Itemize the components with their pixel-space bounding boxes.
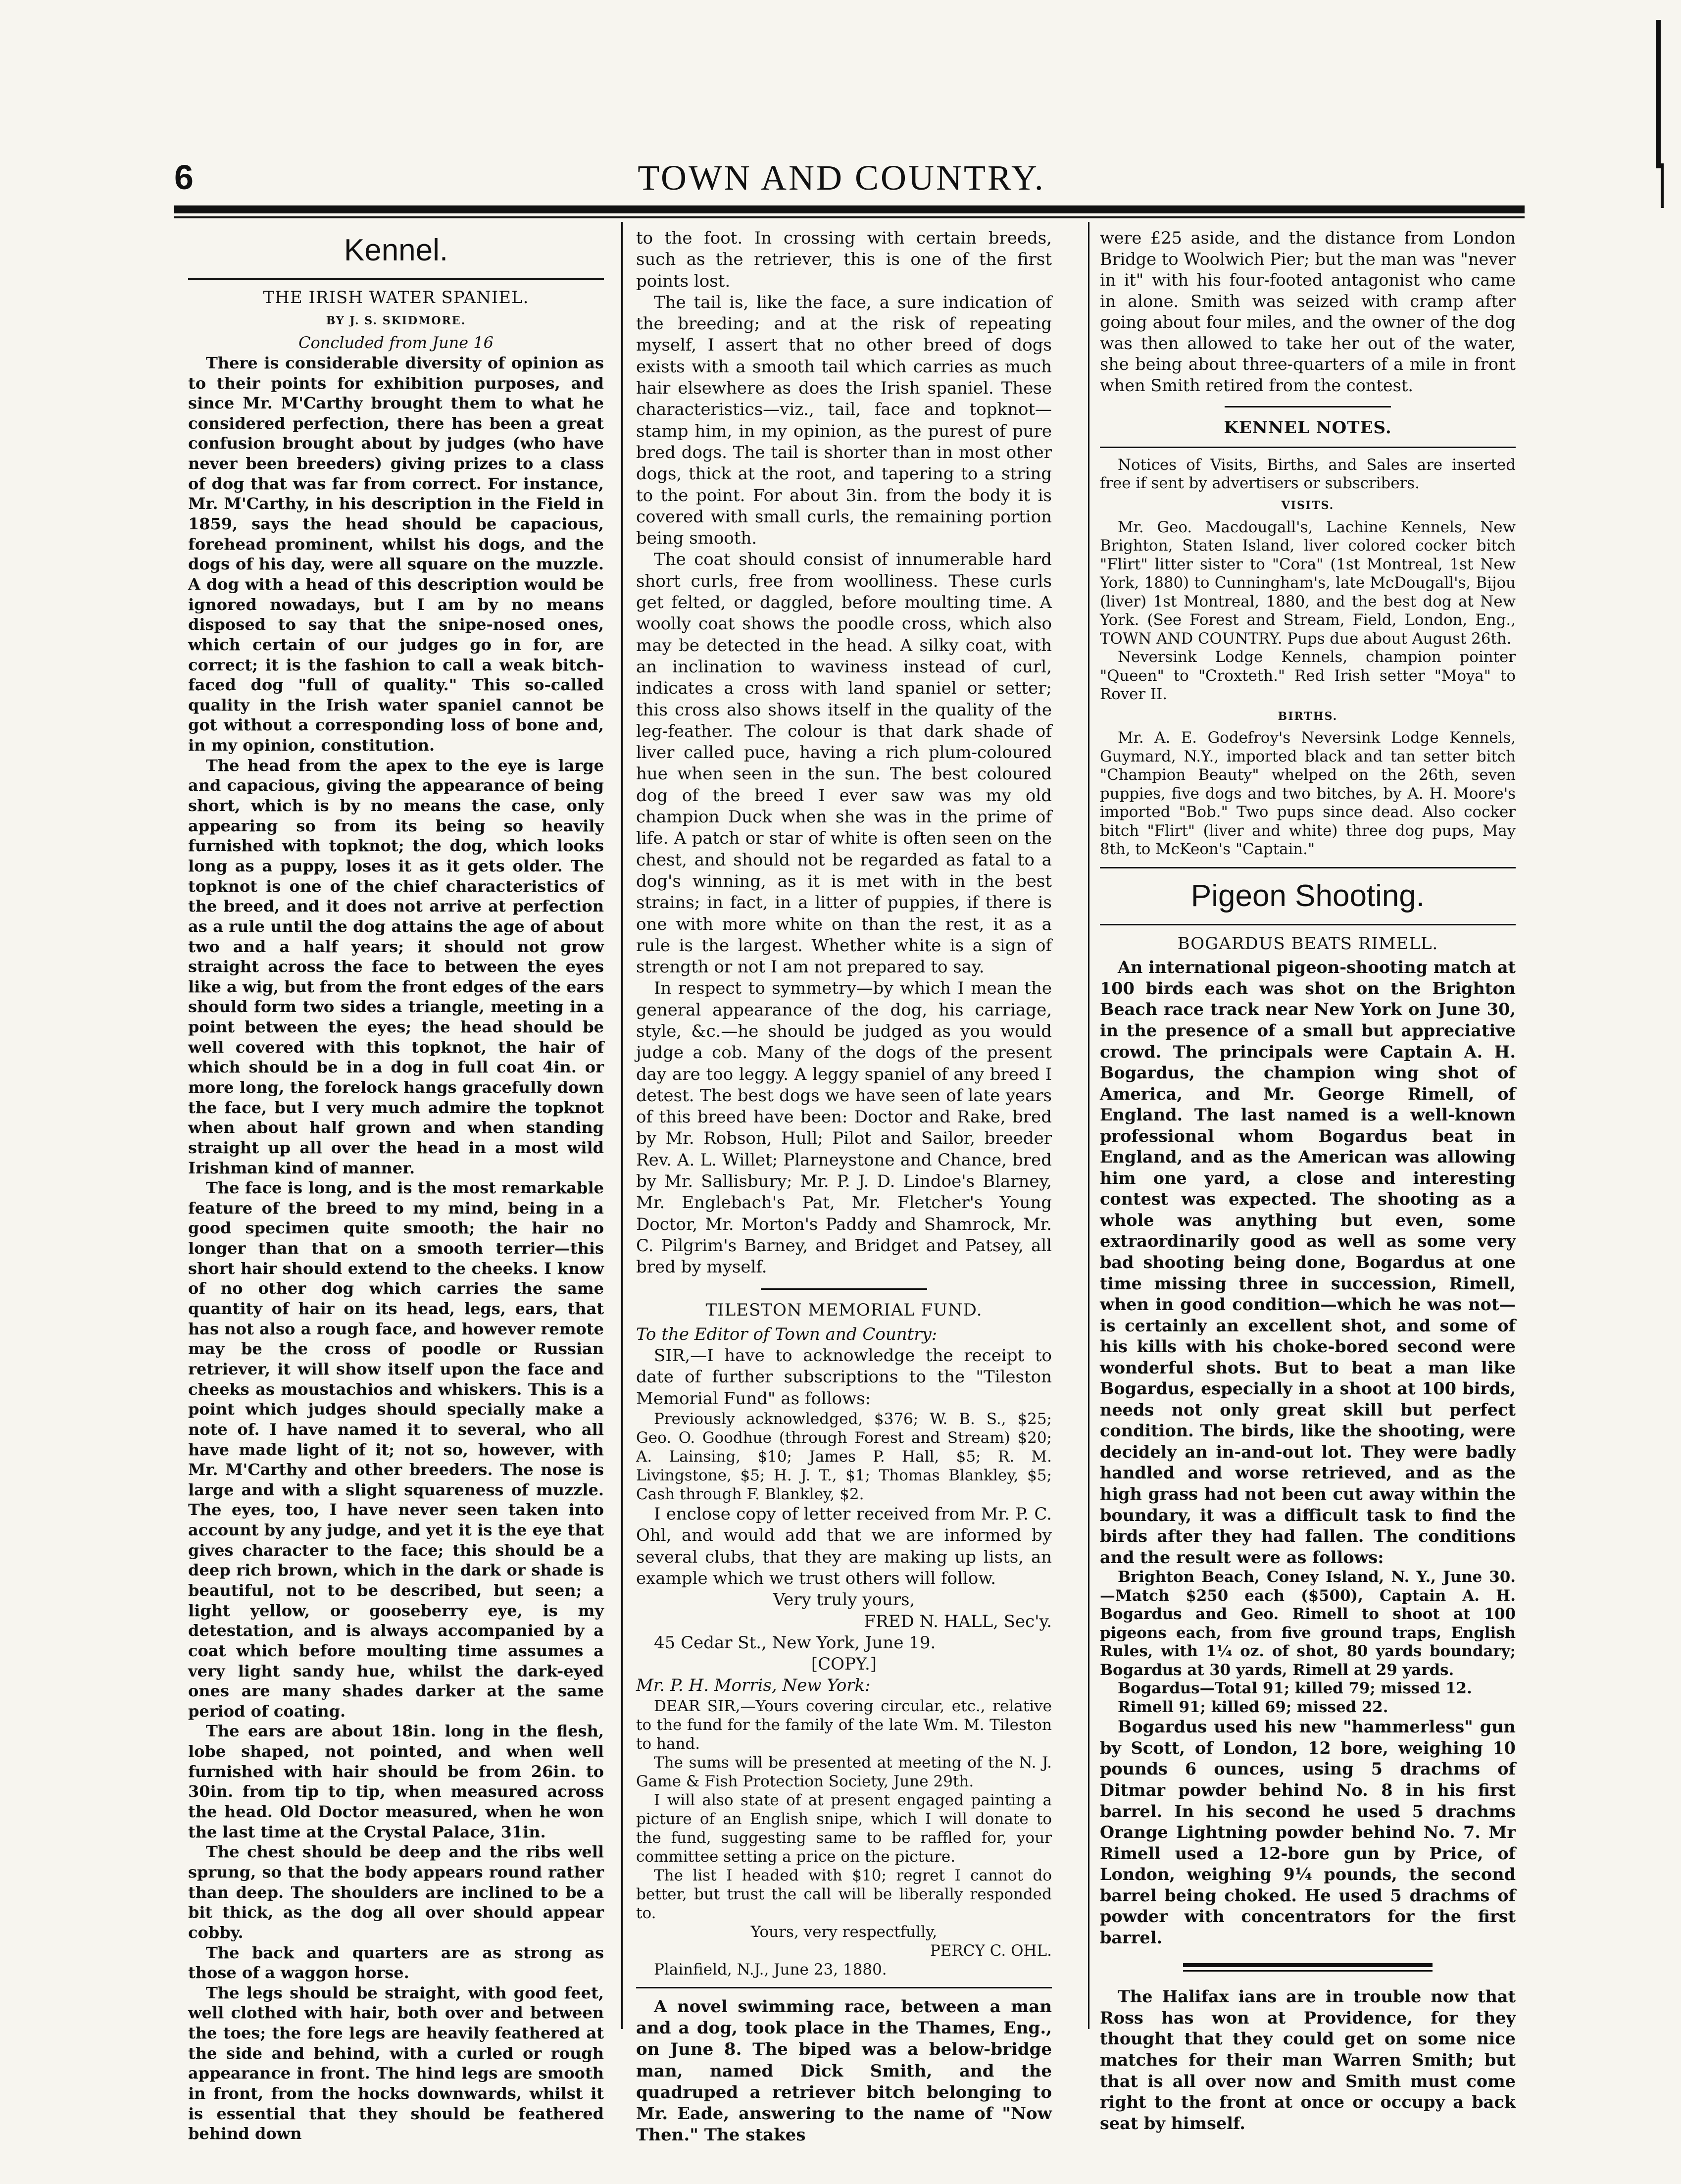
fund-salutation: To the Editor of Town and Country:	[636, 1324, 938, 1344]
paragraph: The tail is, like the face, a sure indication of the breeding; and at the risk of repeating myself, I assert that no other breed of dogs exists with a smooth tail which carries as much hair elsewhere as does the Irish spaniel. These characteristics—viz., tail, face and topknot—stamp him, in my opinion, as the purest of pure bred dogs. The tail is shorter than in most other dogs, thick at the root, and tapering to a string to the point. For about 3in. from the body it is covered with small curls, the remaining portion being smooth.	[636, 292, 1052, 549]
fund-close: Very truly yours,	[773, 1590, 915, 1610]
article-title: THE IRISH WATER SPANIEL.	[263, 288, 529, 307]
paragraph: The chest should be deep and the ribs well sprung, so that the body appears round rather than deep. The shoulders are inclined to be a bit thick, as the dog all over should appear cobby.	[188, 1842, 604, 1942]
copy-signature: PERCY C. OHL.	[930, 1941, 1052, 1960]
copy-close: Yours, very respectfully,	[750, 1923, 938, 1941]
visits-label: VISITS.	[1281, 499, 1335, 512]
masthead-title: TOWN AND COUNTRY.	[638, 158, 1045, 198]
paragraph: There is considerable diversity of opinion as to their points for exhibition purposes, and since Mr. M'Carthy brought them to what he considered perfection, there has been a great confusion brought about by judges (who have never been breeders) giving prizes to a class of dog that was far from correct. For instance, Mr. M'Carthy, in his description in the Field in 1859, says the head should be capacious, forehead prominent, whilst his dogs, and the dogs of his day, were all square on the muzzle. A dog with a head of this description would be ignored nowadays, but I am by no means disposed to say that the snipe-nosed ones, which certain of our judges go in for, are correct; it is the fashion to call a weak bitch-faced dog "full of quality." This so-called quality in the Irish water spaniel cannot be got without a corresponding loss of bone and, in my opinion, constitution.	[188, 353, 604, 755]
paragraph: to the foot. In crossing with certain breeds, such as the retriever, this is one of the first points lost.	[636, 228, 1052, 291]
header-rule	[174, 205, 1525, 213]
header-rule-thin	[174, 216, 1525, 218]
paragraph: In respect to symmetry—by which I mean the general appearance of the dog, his carriage, style, &c.—he should be judged as you would judge a cob. Many of the dogs of the present day are too leggy. A leggy spaniel of any breed I detest. The best dogs we have seen of late years of this breed have been: Doctor and Rake, bred by Mr. Robson, Hull; Pilot and Sailor, breeder Rev. A. L. Willet; Plarneystone and Chance, bred by Mr. Sallisbury; Mr. P. J. D. Lindoe's Blarney, Mr. Englebach's Pat, Mr. Fletcher's Young Doctor, Mr. Morton's Paddy and Shamrock, Mr. C. Pilgrim's Barney, and Bridget and Patsey, all bred by myself.	[636, 978, 1052, 1277]
copy-label: [COPY.]	[811, 1654, 877, 1675]
column-separator	[621, 222, 623, 2029]
fund-address: 45 Cedar St., New York, June 19.	[654, 1632, 936, 1653]
paragraph: The head from the apex to the eye is large and capacious, giving the appearance of being short, which is by no means the case, only appearing so from its being so heavily furnished with topknot; the dog, which looks long as a puppy, loses it as it gets older. The topknot is one of the chief characteristics of the breed, and it does not arrive at perfection as a rule until the dog attains the age of about two and a half years; it should not grow straight across the face to between the eyes like a wig, but from the front edges of the ears should form two sides a triangle, meeting in a point between the eyes; the head should be well covered with this topknot, the hair of which should be in a dog in full coat 4in. or more long, the forelock hangs gracefully down the face, but I very much admire the topknot when about half grown and when standing straight up all over the head in a most wild Irishman kind of manner.	[188, 756, 604, 1177]
copy-salutation: Mr. P. H. Morris, New York:	[636, 1676, 871, 1696]
paragraph: The sums will be presented at meeting of the N. J. Game & Fish Protection Society, June 29th.	[636, 1753, 1052, 1790]
divider	[761, 1288, 927, 1290]
edge-mark	[1661, 163, 1664, 208]
concluded-note: Concluded from June 16	[298, 333, 494, 353]
paragraph: The legs should be straight, with good feet, well clothed with hair, both over and between the toes; the fore legs are heavily feathered at the side and behind, with a curled or rough appearance in front. The hind legs are smooth in front, from the hocks downwards, whilst it is essential that they should be feathered behind down	[188, 1983, 604, 2143]
score-rimell: Rimell 91; killed 69; missed 22.	[1118, 1698, 1388, 1716]
paragraph: I will also state of at present engaged painting a picture of an English snipe, which I will donate to the fund, suggesting same to be raffled for, your committee setting a price on the picture.	[636, 1791, 1052, 1866]
paragraph: An international pigeon-shooting match at 100 birds each was shot on the Brighton Beach race track near New York on June 30, in the presence of a small but appreciative crowd. The principals were Captain A. H. Bogardus, the champion wing shot of America, and Mr. George Rimell, of England. The last named is a well-known professional whom Bogardus beat in England, and as the American was allowing him one yard, a close and interesting contest was expected. The shooting as a whole was anything but even, some extraordinarily good as well as some very bad shooting being done, Bogardus at one time missing three in succession, Rimell, when in good condition—which he was not—is certainly an excellent shot, and some of his kills with his choke-bored second were wonderful shots. But to beat a man like Bogardus, especially in a shoot at 100 birds, needs not only great skill but perfect condition. The birds, like the shooting, were decidely an in-and-out lot. They were badly handled and worse retrieved, and as the high grass had not been cut away within the boundary, it was a difficult task to find the birds after they had fallen. The conditions and the result were as follows:	[1100, 958, 1516, 1567]
paragraph: The ears are about 18in. long in the flesh, lobe shaped, not pointed, and when well furnished with hair should be from 26in. to 30in. from tip to tip, when measured across the head. Old Doctor measured, when he won the last time at the Crystal Palace, 31in.	[188, 1722, 604, 1841]
paragraph: The back and quarters are as strong as those of a waggon horse.	[188, 1943, 604, 1982]
paragraph: The face is long, and is the most remarkable feature of the breed to my mind, being in a good specimen quite smooth; the hair no longer than that on a smooth terrier—this short hair should extend to the cheeks. I know of no other dog which carries the same quantity of hair on its head, legs, ears, that has not also a rough face, and however remote may be the cross of poodle or Russian retriever, it will show itself upon the face and cheeks as moustachios and whiskers. This is a point which judges should specially make a note of. I have named it to several, who all have made light of it; not so, however, with Mr. M'Carthy and other breeders. The nose is large and with a slight squareness of muzzle. The eyes, too, I have never seen taken into account by any judge, and yet it is the eye that gives character to the face; this should be a deep rich brown, which in the dark or shade is beautiful, not to be described, but seen; a light yellow, or gooseberry eye, is my detestation, and is always accompanied by a coat which before moulting time assumes a very light sandy hue, whilst the dark-eyed ones are many shades darker at the same period of coating.	[188, 1178, 604, 1721]
divider	[636, 1987, 1052, 1988]
paragraph: The list I headed with $10; regret I cannot do better, but trust the call will be liberally responded to.	[636, 1866, 1052, 1922]
fund-list: Previously acknowledged, $376; W. B. S., $25; Geo. O. Goodhue (through Forest and Stream) $20; A. Lainsing, $10; James P. Hall, $5; R. M. Livingstone, $5; H. J. T., $1; Thomas Blankley, $5; Cash through F. Blankley, $2.	[636, 1410, 1052, 1504]
paragraph: A novel swimming race, between a man and a dog, took place in the Thames, Eng., on June 8. The biped was a below-bridge man, named Dick Smith, and the quadruped a retriever bitch belonging to Mr. Eade, answering to the name of "Now Then." The stakes	[636, 1996, 1052, 2145]
paragraph: I enclose copy of letter received from Mr. P. C. Ohl, and would add that we are informed by several clubs, that they are making up lists, an example which we trust others will follow.	[636, 1504, 1052, 1588]
divider	[1100, 447, 1516, 448]
notes-intro: Notices of Visits, Births, and Sales are inserted free if sent by advertisers or subscribers.	[1100, 456, 1516, 493]
score-bogardus: Bogardus—Total 91; killed 79; missed 12.	[1118, 1679, 1472, 1698]
births-label: BIRTHS.	[1278, 710, 1338, 723]
paragraph: Mr. A. E. Godefroy's Neversink Lodge Kennels, Guymard, N.Y., imported black and tan setter bitch "Champion Beauty" whelped on the 26th, seven puppies, five dogs and two bitches, by A. H. Moore's imported "Bob." Two pups since dead. Also cocker bitch "Flirt" (liver and white) three dog pups, May 8th, to McKeon's "Captain."	[1100, 729, 1516, 859]
column-3	[1100, 228, 1516, 2134]
column-1	[188, 228, 604, 2144]
copy-address: Plainfield, N.J., June 23, 1880.	[654, 1960, 887, 1979]
divider	[1100, 867, 1516, 868]
column-2	[636, 228, 1052, 2146]
fund-signature: FRED N. HALL, Sec'y.	[864, 1611, 1052, 1631]
paragraph: Mr. Geo. Macdougall's, Lachine Kennels, New Brighton, Staten Island, liver colored cocker bitch "Flirt" litter sister to "Cora" (1st Montreal, 1st New York, 1880) to Cunningham's, late McDougall's, Bijou (liver) 1st Montreal, 1880, and the best dog at New York. (See Forest and Stream, Field, London, Eng., TOWN AND COUNTRY. Pups due about August 26th.	[1100, 518, 1516, 648]
paragraph: The Halifax ians are in trouble now that Ross has won at Providence, for they thought that they could get on some nice matches for their man Warren Smith; but that is all over now and Smith must come right to the front at once or occupy a back seat by himself.	[1100, 1987, 1516, 2133]
paragraph: Bogardus used his new "hammerless" gun by Scott, of London, 12 bore, weighing 10 pounds 6 ounces, using 5 drachms of Ditmar powder behind No. 8 in his first barrel. In his second he used 5 drachms Orange Lightning powder behind No. 7. Mr Rimell used a 12-bore gun by Price, of London, weighing 9¼ pounds, the second barrel being choked. He used 5 drachms of powder with concentrators for the first barrel.	[1100, 1717, 1516, 1947]
divider	[1100, 924, 1516, 925]
edge-mark	[1656, 20, 1661, 168]
column-separator	[1088, 222, 1089, 2029]
match-terms: Brighton Beach, Coney Island, N. Y., June 30.—Match $250 each ($500), Captain A. H. Bogardus and Geo. Rimell to shoot at 100 pigeons each, from five ground traps, English Rules, with 1¼ oz. of shot, 80 yards boundary; Bogardus at 30 yards, Rimell at 29 yards.	[1100, 1568, 1516, 1679]
paragraph: SIR,—I have to acknowledge the receipt to date of further subscriptions to the "Tileston Memorial Fund" as follows:	[636, 1346, 1052, 1409]
divider	[188, 278, 604, 280]
byline: BY J. S. SKIDMORE.	[326, 314, 466, 327]
section-heading-kennel: Kennel.	[344, 233, 448, 267]
paragraph: Neversink Lodge Kennels, champion pointer "Queen" to "Croxteth." Red Irish setter "Moya" to Rover II.	[1100, 648, 1516, 704]
fund-title: TILESTON MEMORIAL FUND.	[705, 1300, 983, 1320]
paragraph: were £25 aside, and the distance from London Bridge to Woolwich Pier; but the man was "never in it" with his four-footed antagonist who came in alone. Smith was seized with cramp after going about four miles, and the owner of the dog was then allowed to take her out of the water, she being about three-quarters of a mile in front when Smith retired from the contest.	[1100, 228, 1516, 395]
page-number: 6	[174, 158, 194, 197]
divider	[1225, 406, 1391, 407]
section-heading-pigeon: Pigeon Shooting.	[1190, 878, 1425, 913]
double-divider	[1183, 1963, 1433, 1972]
paragraph: DEAR SIR,—Yours covering circular, etc., relative to the fund for the family of the late Wm. M. Tileston to hand.	[636, 1697, 1052, 1753]
kennel-notes-title: KENNEL NOTES.	[1224, 418, 1392, 438]
pigeon-title: BOGARDUS BEATS RIMELL.	[1177, 933, 1438, 954]
paragraph: The coat should consist of innumerable hard short curls, free from woolliness. These curls get felted, or daggled, before moulting time. A woolly coat shows the poodle cross, which also may be detected in the head. A silky coat, with an inclination to waviness instead of curl, indicates a cross with land spaniel or setter; this cross also shows itself in the quality of the leg-feather. The colour is that dark shade of liver called puce, having a rich plum-coloured hue when seen in the sun. The best coloured dog of the breed I ever saw was my old champion Duck when she was in the prime of life. A patch or star of white is often seen on the chest, and should not be regarded as fatal to a dog's winning, as it is met with in the best strains; in fact, in a litter of puppies, if there is one with more white on than the rest, it as a rule is the largest. Whether white is a sign of strength or not I am not prepared to say.	[636, 550, 1052, 977]
